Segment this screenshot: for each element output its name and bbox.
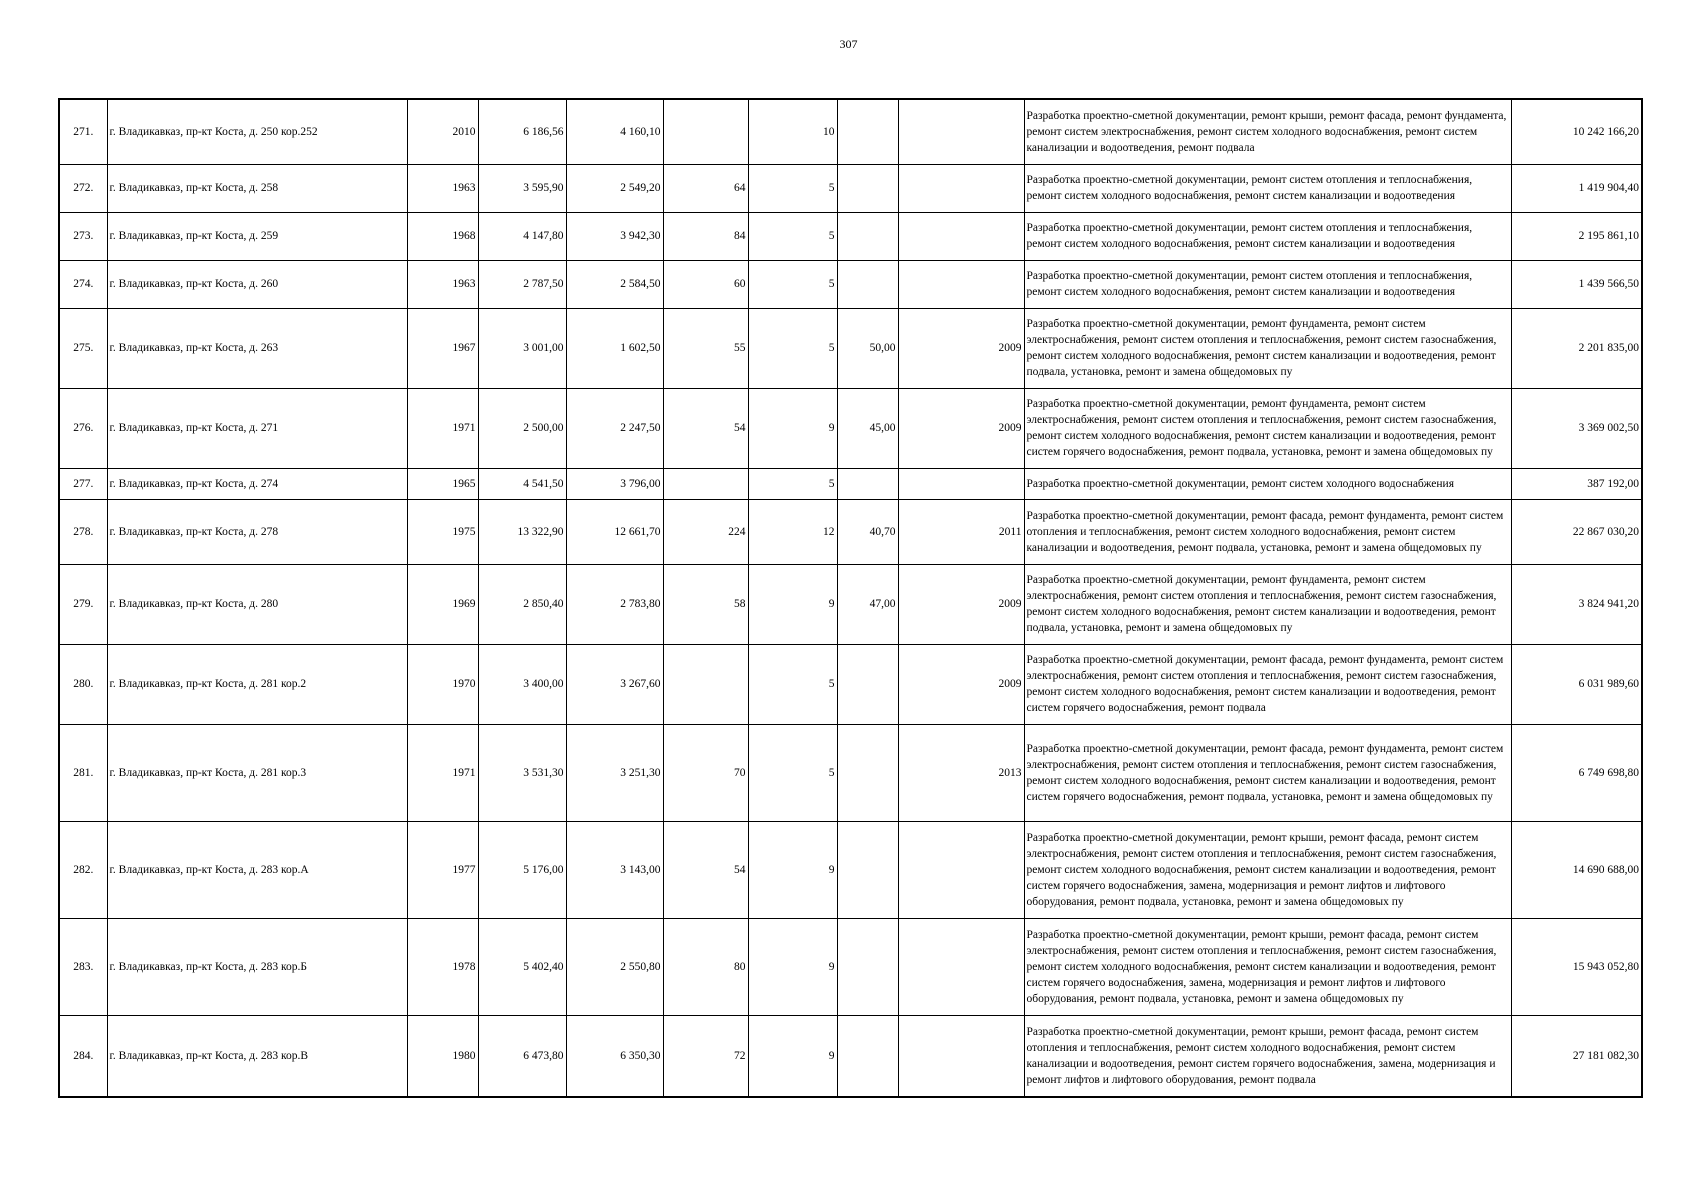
last-repair-year-cell bbox=[898, 212, 1024, 260]
address-cell: г. Владикавказ, пр-кт Коста, д. 271 bbox=[107, 388, 407, 468]
address-cell: г. Владикавказ, пр-кт Коста, д. 274 bbox=[107, 468, 407, 499]
address-cell: г. Владикавказ, пр-кт Коста, д. 283 кор.В bbox=[107, 1015, 407, 1097]
repair-works-cell: Разработка проектно-сметной документации, ремонт фундамента, ремонт систем электроснабжения, ремонт систем отопления и теплоснабжения, ремонт систем газоснабжения, ремонт систем холодного водоснабжения, ремонт систем канализации и водоотведения, ремонт систем горячего водоснабжения, ремонт подвала, установка, ремонт и замена общедомовых пу bbox=[1024, 388, 1511, 468]
row-number: 274. bbox=[59, 260, 107, 308]
table-row bbox=[59, 644, 1642, 724]
address-cell: г. Владикавказ, пр-кт Коста, д. 283 кор.Б bbox=[107, 918, 407, 1015]
repair-works-cell: Разработка проектно-сметной документации, ремонт крыши, ремонт фасада, ремонт систем электроснабжения, ремонт систем отопления и теплоснабжения, ремонт систем газоснабжения, ремонт систем холодного водоснабжения, ремонт систем канализации и водоотведения, ремонт систем горячего водоснабжения, замена, модернизация и ремонт лифтов и лифтового оборудования, ремонт подвала, установка, ремонт и замена общедомовых пу bbox=[1024, 821, 1511, 918]
table-row bbox=[59, 308, 1642, 388]
total-area-cell: 3 531,30 bbox=[478, 724, 566, 821]
total-area-cell: 4 147,80 bbox=[478, 212, 566, 260]
building-repair-table bbox=[58, 98, 1643, 1098]
wear-percent-cell bbox=[837, 644, 898, 724]
living-area-cell: 2 247,50 bbox=[566, 388, 663, 468]
total-area-cell: 2 500,00 bbox=[478, 388, 566, 468]
address-cell: г. Владикавказ, пр-кт Коста, д. 281 кор.3 bbox=[107, 724, 407, 821]
wear-percent-cell bbox=[837, 468, 898, 499]
repair-cost-cell: 2 201 835,00 bbox=[1511, 308, 1642, 388]
year-built-cell: 1969 bbox=[407, 564, 478, 644]
wear-percent-cell bbox=[837, 918, 898, 1015]
residents-cell: 58 bbox=[663, 564, 748, 644]
table-row bbox=[59, 918, 1642, 1015]
repair-cost-cell: 14 690 688,00 bbox=[1511, 821, 1642, 918]
table-row bbox=[59, 499, 1642, 564]
floors-cell: 5 bbox=[748, 644, 837, 724]
floors-cell: 9 bbox=[748, 918, 837, 1015]
last-repair-year-cell: 2009 bbox=[898, 388, 1024, 468]
repair-works-cell: Разработка проектно-сметной документации, ремонт систем отопления и теплоснабжения, ремонт систем холодного водоснабжения, ремонт систем канализации и водоотведения bbox=[1024, 212, 1511, 260]
residents-cell: 60 bbox=[663, 260, 748, 308]
total-area-cell: 4 541,50 bbox=[478, 468, 566, 499]
last-repair-year-cell: 2011 bbox=[898, 499, 1024, 564]
total-area-cell: 3 001,00 bbox=[478, 308, 566, 388]
floors-cell: 9 bbox=[748, 564, 837, 644]
repair-works-cell: Разработка проектно-сметной документации, ремонт систем отопления и теплоснабжения, ремонт систем холодного водоснабжения, ремонт систем канализации и водоотведения bbox=[1024, 260, 1511, 308]
repair-works-cell: Разработка проектно-сметной документации, ремонт фундамента, ремонт систем электроснабжения, ремонт систем отопления и теплоснабжения, ремонт систем газоснабжения, ремонт систем холодного водоснабжения, ремонт систем канализации и водоотведения, ремонт подвала, установка, ремонт и замена общедомовых пу bbox=[1024, 564, 1511, 644]
wear-percent-cell: 47,00 bbox=[837, 564, 898, 644]
repair-cost-cell: 6 749 698,80 bbox=[1511, 724, 1642, 821]
living-area-cell: 2 549,20 bbox=[566, 164, 663, 212]
total-area-cell: 2 787,50 bbox=[478, 260, 566, 308]
total-area-cell: 3 595,90 bbox=[478, 164, 566, 212]
wear-percent-cell: 45,00 bbox=[837, 388, 898, 468]
last-repair-year-cell bbox=[898, 918, 1024, 1015]
row-number: 279. bbox=[59, 564, 107, 644]
residents-cell: 70 bbox=[663, 724, 748, 821]
repair-cost-cell: 1 439 566,50 bbox=[1511, 260, 1642, 308]
wear-percent-cell bbox=[837, 164, 898, 212]
repair-works-cell: Разработка проектно-сметной документации, ремонт фасада, ремонт фундамента, ремонт систем отопления и теплоснабжения, ремонт систем холодного водоснабжения, ремонт систем канализации и водоотведения, ремонт подвала, установка, ремонт и замена общедомовых пу bbox=[1024, 499, 1511, 564]
repair-cost-cell: 27 181 082,30 bbox=[1511, 1015, 1642, 1097]
row-number: 284. bbox=[59, 1015, 107, 1097]
year-built-cell: 1970 bbox=[407, 644, 478, 724]
table-row bbox=[59, 1015, 1642, 1097]
repair-cost-cell: 387 192,00 bbox=[1511, 468, 1642, 499]
table-row bbox=[59, 212, 1642, 260]
table-row bbox=[59, 388, 1642, 468]
repair-cost-cell: 22 867 030,20 bbox=[1511, 499, 1642, 564]
floors-cell: 9 bbox=[748, 1015, 837, 1097]
year-built-cell: 1968 bbox=[407, 212, 478, 260]
year-built-cell: 1965 bbox=[407, 468, 478, 499]
wear-percent-cell: 40,70 bbox=[837, 499, 898, 564]
residents-cell: 54 bbox=[663, 388, 748, 468]
floors-cell: 5 bbox=[748, 308, 837, 388]
address-cell: г. Владикавказ, пр-кт Коста, д. 278 bbox=[107, 499, 407, 564]
repair-cost-cell: 2 195 861,10 bbox=[1511, 212, 1642, 260]
floors-cell: 9 bbox=[748, 388, 837, 468]
row-number: 273. bbox=[59, 212, 107, 260]
living-area-cell: 6 350,30 bbox=[566, 1015, 663, 1097]
residents-cell: 64 bbox=[663, 164, 748, 212]
residents-cell: 84 bbox=[663, 212, 748, 260]
living-area-cell: 3 143,00 bbox=[566, 821, 663, 918]
table-row bbox=[59, 724, 1642, 821]
floors-cell: 9 bbox=[748, 821, 837, 918]
repair-works-cell: Разработка проектно-сметной документации, ремонт крыши, ремонт фасада, ремонт систем электроснабжения, ремонт систем отопления и теплоснабжения, ремонт систем газоснабжения, ремонт систем холодного водоснабжения, ремонт систем канализации и водоотведения, ремонт систем горячего водоснабжения, замена, модернизация и ремонт лифтов и лифтового оборудования, ремонт подвала, установка, ремонт и замена общедомовых пу bbox=[1024, 918, 1511, 1015]
repair-works-cell: Разработка проектно-сметной документации, ремонт систем холодного водоснабжения bbox=[1024, 468, 1511, 499]
repair-cost-cell: 15 943 052,80 bbox=[1511, 918, 1642, 1015]
year-built-cell: 1967 bbox=[407, 308, 478, 388]
floors-cell: 12 bbox=[748, 499, 837, 564]
last-repair-year-cell: 2013 bbox=[898, 724, 1024, 821]
total-area-cell: 5 402,40 bbox=[478, 918, 566, 1015]
living-area-cell: 2 584,50 bbox=[566, 260, 663, 308]
total-area-cell: 6 186,56 bbox=[478, 99, 566, 164]
address-cell: г. Владикавказ, пр-кт Коста, д. 263 bbox=[107, 308, 407, 388]
row-number: 275. bbox=[59, 308, 107, 388]
address-cell: г. Владикавказ, пр-кт Коста, д. 260 bbox=[107, 260, 407, 308]
table-row bbox=[59, 260, 1642, 308]
last-repair-year-cell: 2009 bbox=[898, 644, 1024, 724]
last-repair-year-cell bbox=[898, 260, 1024, 308]
living-area-cell: 3 796,00 bbox=[566, 468, 663, 499]
floors-cell: 5 bbox=[748, 724, 837, 821]
residents-cell bbox=[663, 99, 748, 164]
total-area-cell: 6 473,80 bbox=[478, 1015, 566, 1097]
year-built-cell: 1963 bbox=[407, 260, 478, 308]
living-area-cell: 2 550,80 bbox=[566, 918, 663, 1015]
last-repair-year-cell bbox=[898, 468, 1024, 499]
living-area-cell: 1 602,50 bbox=[566, 308, 663, 388]
living-area-cell: 12 661,70 bbox=[566, 499, 663, 564]
repair-works-cell: Разработка проектно-сметной документации, ремонт фундамента, ремонт систем электроснабжения, ремонт систем отопления и теплоснабжения, ремонт систем газоснабжения, ремонт систем холодного водоснабжения, ремонт систем канализации и водоотведения, ремонт подвала, установка, ремонт и замена общедомовых пу bbox=[1024, 308, 1511, 388]
row-number: 281. bbox=[59, 724, 107, 821]
residents-cell: 55 bbox=[663, 308, 748, 388]
living-area-cell: 3 942,30 bbox=[566, 212, 663, 260]
repair-cost-cell: 6 031 989,60 bbox=[1511, 644, 1642, 724]
table-row bbox=[59, 99, 1642, 164]
row-number: 278. bbox=[59, 499, 107, 564]
residents-cell: 80 bbox=[663, 918, 748, 1015]
living-area-cell: 2 783,80 bbox=[566, 564, 663, 644]
wear-percent-cell: 50,00 bbox=[837, 308, 898, 388]
year-built-cell: 1971 bbox=[407, 724, 478, 821]
wear-percent-cell bbox=[837, 821, 898, 918]
residents-cell bbox=[663, 468, 748, 499]
year-built-cell: 1977 bbox=[407, 821, 478, 918]
row-number: 277. bbox=[59, 468, 107, 499]
row-number: 272. bbox=[59, 164, 107, 212]
table-row bbox=[59, 164, 1642, 212]
address-cell: г. Владикавказ, пр-кт Коста, д. 280 bbox=[107, 564, 407, 644]
row-number: 282. bbox=[59, 821, 107, 918]
row-number: 271. bbox=[59, 99, 107, 164]
wear-percent-cell bbox=[837, 260, 898, 308]
repair-cost-cell: 3 369 002,50 bbox=[1511, 388, 1642, 468]
page-number: 307 bbox=[839, 37, 858, 51]
last-repair-year-cell: 2009 bbox=[898, 564, 1024, 644]
year-built-cell: 1978 bbox=[407, 918, 478, 1015]
address-cell: г. Владикавказ, пр-кт Коста, д. 281 кор.2 bbox=[107, 644, 407, 724]
floors-cell: 5 bbox=[748, 164, 837, 212]
wear-percent-cell bbox=[837, 212, 898, 260]
repair-works-cell: Разработка проектно-сметной документации, ремонт крыши, ремонт фасада, ремонт фундамента, ремонт систем электроснабжения, ремонт систем холодного водоснабжения, ремонт систем канализации и водоотведения, ремонт подвала bbox=[1024, 99, 1511, 164]
row-number: 276. bbox=[59, 388, 107, 468]
living-area-cell: 4 160,10 bbox=[566, 99, 663, 164]
last-repair-year-cell bbox=[898, 164, 1024, 212]
row-number: 280. bbox=[59, 644, 107, 724]
table-row bbox=[59, 821, 1642, 918]
year-built-cell: 1980 bbox=[407, 1015, 478, 1097]
living-area-cell: 3 251,30 bbox=[566, 724, 663, 821]
wear-percent-cell bbox=[837, 1015, 898, 1097]
wear-percent-cell bbox=[837, 99, 898, 164]
last-repair-year-cell: 2009 bbox=[898, 308, 1024, 388]
year-built-cell: 1975 bbox=[407, 499, 478, 564]
residents-cell bbox=[663, 644, 748, 724]
residents-cell: 72 bbox=[663, 1015, 748, 1097]
repair-cost-cell: 1 419 904,40 bbox=[1511, 164, 1642, 212]
repair-cost-cell: 3 824 941,20 bbox=[1511, 564, 1642, 644]
total-area-cell: 5 176,00 bbox=[478, 821, 566, 918]
wear-percent-cell bbox=[837, 724, 898, 821]
repair-works-cell: Разработка проектно-сметной документации, ремонт крыши, ремонт фасада, ремонт систем отопления и теплоснабжения, ремонт систем холодного водоснабжения, ремонт систем канализации и водоотведения, ремонт систем горячего водоснабжения, замена, модернизация и ремонт лифтов и лифтового оборудования, ремонт подвала bbox=[1024, 1015, 1511, 1097]
floors-cell: 10 bbox=[748, 99, 837, 164]
repair-works-cell: Разработка проектно-сметной документации, ремонт систем отопления и теплоснабжения, ремонт систем холодного водоснабжения, ремонт систем канализации и водоотведения bbox=[1024, 164, 1511, 212]
table-row bbox=[59, 468, 1642, 499]
last-repair-year-cell bbox=[898, 99, 1024, 164]
floors-cell: 5 bbox=[748, 468, 837, 499]
living-area-cell: 3 267,60 bbox=[566, 644, 663, 724]
total-area-cell: 3 400,00 bbox=[478, 644, 566, 724]
year-built-cell: 2010 bbox=[407, 99, 478, 164]
year-built-cell: 1971 bbox=[407, 388, 478, 468]
repair-cost-cell: 10 242 166,20 bbox=[1511, 99, 1642, 164]
year-built-cell: 1963 bbox=[407, 164, 478, 212]
last-repair-year-cell bbox=[898, 1015, 1024, 1097]
address-cell: г. Владикавказ, пр-кт Коста, д. 259 bbox=[107, 212, 407, 260]
last-repair-year-cell bbox=[898, 821, 1024, 918]
repair-works-cell: Разработка проектно-сметной документации, ремонт фасада, ремонт фундамента, ремонт систем электроснабжения, ремонт систем отопления и теплоснабжения, ремонт систем газоснабжения, ремонт систем холодного водоснабжения, ремонт систем канализации и водоотведения, ремонт систем горячего водоснабжения, ремонт подвала bbox=[1024, 644, 1511, 724]
residents-cell: 224 bbox=[663, 499, 748, 564]
table-row bbox=[59, 564, 1642, 644]
total-area-cell: 13 322,90 bbox=[478, 499, 566, 564]
address-cell: г. Владикавказ, пр-кт Коста, д. 283 кор.А bbox=[107, 821, 407, 918]
repair-works-cell: Разработка проектно-сметной документации, ремонт фасада, ремонт фундамента, ремонт систем электроснабжения, ремонт систем отопления и теплоснабжения, ремонт систем газоснабжения, ремонт систем холодного водоснабжения, ремонт систем канализации и водоотведения, ремонт систем горячего водоснабжения, ремонт подвала, установка, ремонт и замена общедомовых пу bbox=[1024, 724, 1511, 821]
address-cell: г. Владикавказ, пр-кт Коста, д. 258 bbox=[107, 164, 407, 212]
row-number: 283. bbox=[59, 918, 107, 1015]
total-area-cell: 2 850,40 bbox=[478, 564, 566, 644]
address-cell: г. Владикавказ, пр-кт Коста, д. 250 кор.252 bbox=[107, 99, 407, 164]
floors-cell: 5 bbox=[748, 212, 837, 260]
floors-cell: 5 bbox=[748, 260, 837, 308]
residents-cell: 54 bbox=[663, 821, 748, 918]
